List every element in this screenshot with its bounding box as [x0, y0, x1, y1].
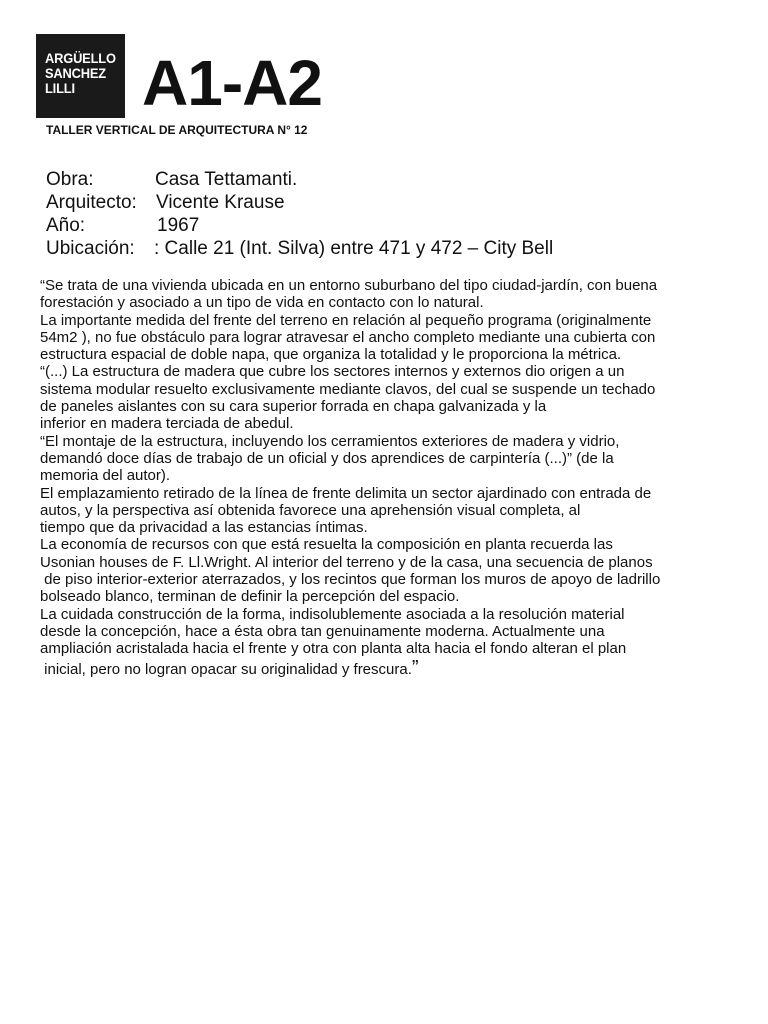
body-line: forestación y asociado a un tipo de vida en contacto con lo natural. [40, 294, 484, 312]
body-line: inferior en madera terciada de abedul. [40, 415, 294, 433]
body-line: autos, y la perspectiva así obtenida favorece una aprehensión visual completa, al [40, 501, 581, 519]
info-value: : Calle 21 (Int. Silva) entre 471 y 472 – City Bell [154, 238, 554, 259]
info-value: Vicente Krause [156, 192, 285, 213]
body-line-last [40, 656, 740, 679]
logo-line: SANCHEZ [45, 65, 106, 81]
body-line: El emplazamiento retirado de la línea de frente delimita un sector ajardinado con entrada de [40, 484, 652, 502]
body-line: sistema modular resuelto exclusivamente mediante clavos, del cual se suspende un techado [40, 380, 656, 398]
info-label: Ubicación: [46, 238, 135, 259]
body-line: La economía de recursos con que está resuelta la composición en planta recuerda las [40, 536, 613, 554]
info-label: Arquitecto: [46, 192, 137, 213]
body-line: desde la concepción, hace a ésta obra tan genuinamente moderna. Actualmente una [40, 622, 605, 640]
page-title: A1-A2 [142, 47, 322, 119]
body-line: “Se trata de una vivienda ubicada en un entorno suburbano del tipo ciudad-jardín, con buena [40, 277, 658, 294]
logo-line: ARGÜELLO [45, 50, 116, 66]
body-line: La cuidada construcción de la forma, indisolublemente asociada a la resolución material [40, 605, 625, 623]
body-text [40, 277, 740, 678]
logo [36, 34, 125, 118]
body-line: Usonian houses de F. Ll.Wright. Al interior del terreno y de la casa, una secuencia de planos [40, 553, 653, 571]
body-line: demandó doce días de trabajo de un oficial y dos aprendices de carpintería (...)” (de la [40, 449, 614, 467]
body-line: de paneles aislantes con su cara superior forrada en chapa galvanizada y la [40, 398, 547, 416]
logo-line: LILLI [45, 80, 75, 96]
body-line: ampliación acristalada hacia el frente y otra con planta alta hacia el fondo alteran el plan [40, 640, 627, 658]
body-line: memoria del autor). [40, 467, 171, 485]
info-label: Obra: [46, 169, 94, 190]
body-line: bolseado blanco, terminan de definir la percepción del espacio. [40, 588, 460, 606]
info-value: 1967 [157, 215, 200, 236]
body-line: La importante medida del frente del terreno en relación al pequeño programa (originalmente [40, 311, 652, 329]
closing-quote: ” [411, 656, 419, 679]
info-value: Casa Tettamanti. [155, 169, 298, 190]
body-line: de piso interior-exterior aterrazados, y los recintos que forman los muros de apoyo de ladrillo [40, 571, 661, 589]
subtitle: TALLER VERTICAL DE ARQUITECTURA N° 12 [46, 123, 308, 137]
body-line: inicial, pero no logran opacar su originalidad y frescura. [40, 660, 412, 678]
body-line: estructura espacial de doble napa, que organiza la totalidad y le proporciona la métrica. [40, 346, 622, 364]
body-line: tiempo que da privacidad a las estancias íntimas. [40, 519, 368, 537]
body-line: “(...) La estructura de madera que cubre los sectores internos y externos dio origen a un [40, 363, 625, 381]
info-label: Año: [46, 215, 86, 236]
body-line: “El montaje de la estructura, incluyendo los cerramientos exteriores de madera y vidrio, [40, 432, 620, 450]
body-line: 54m2 ), no fue obstáculo para lograr atravesar el ancho completo mediante una cubierta con [40, 328, 656, 346]
